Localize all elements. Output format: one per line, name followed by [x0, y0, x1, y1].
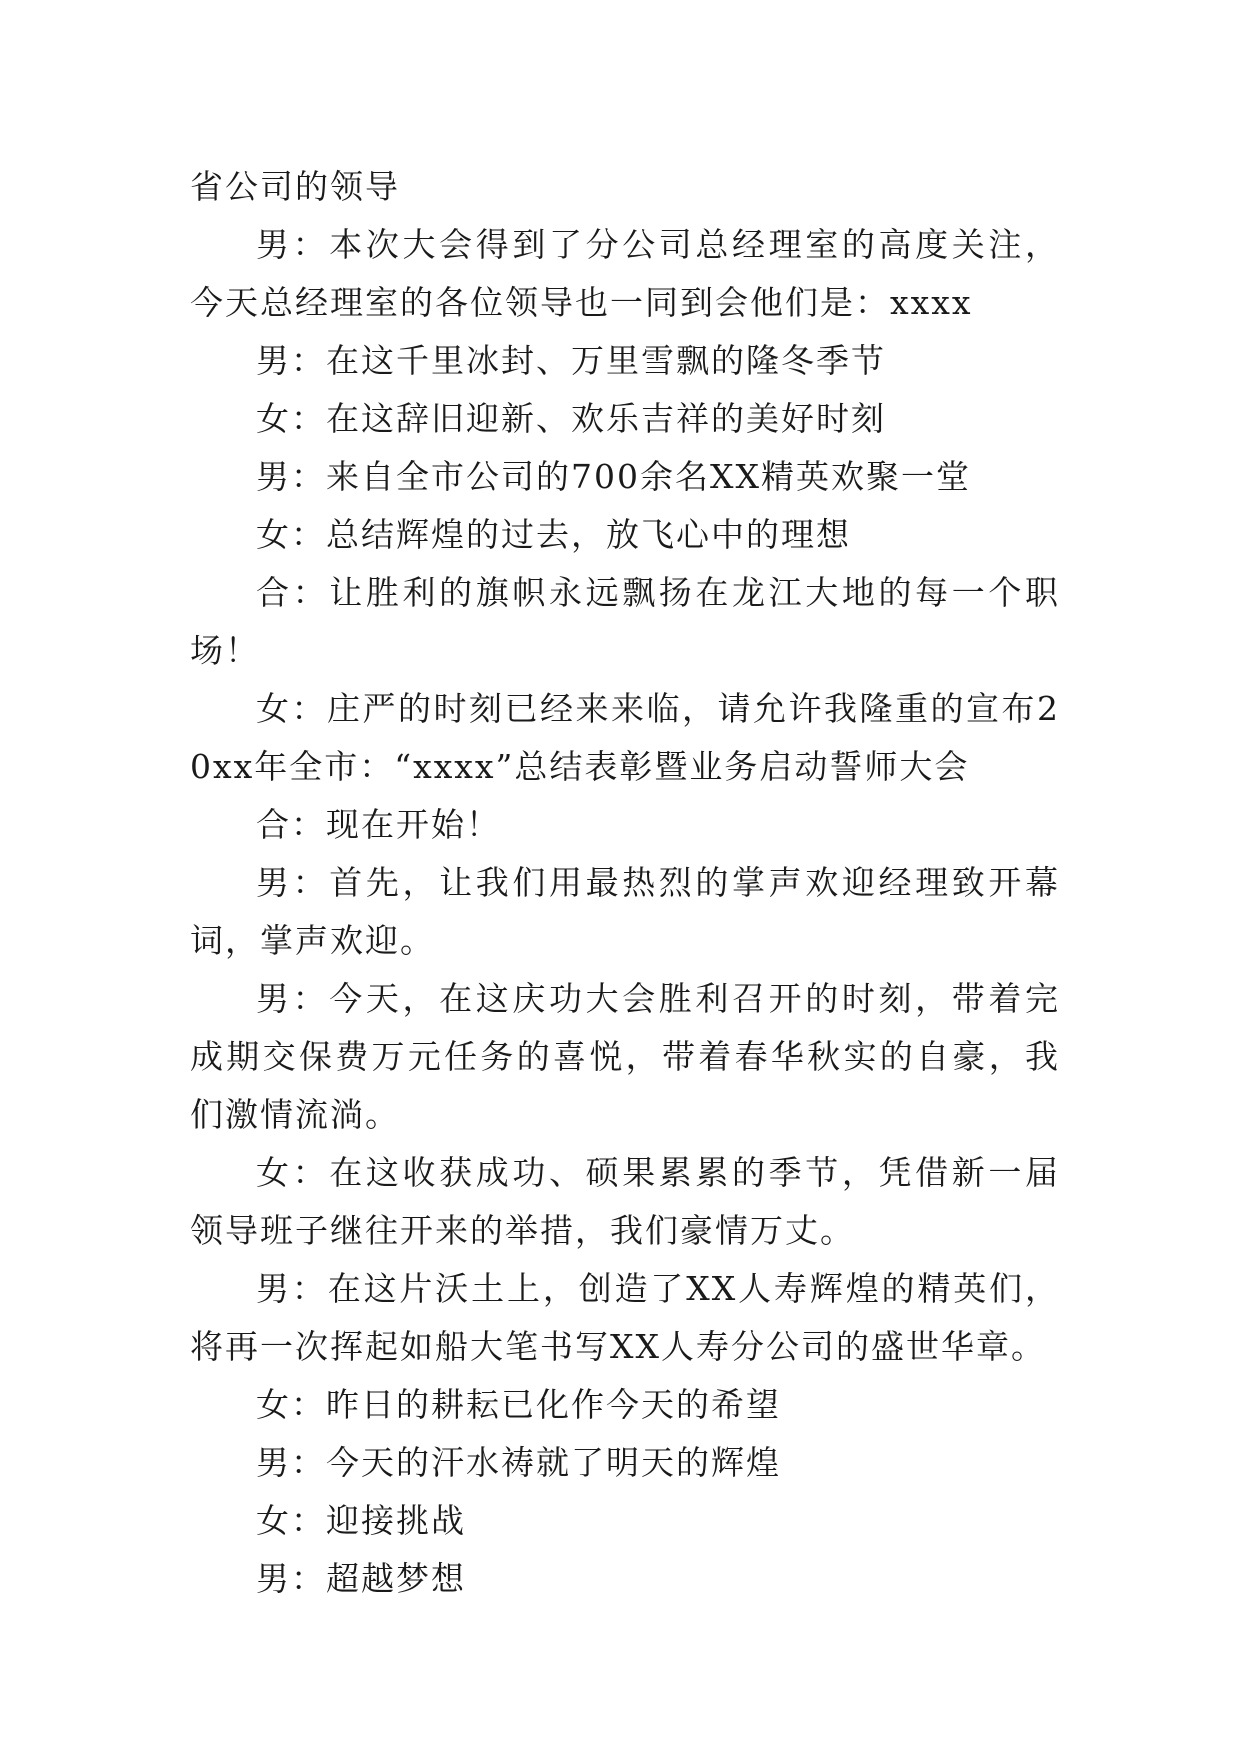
paragraph-13: 男：在这片沃土上，创造了XX人寿辉煌的精英们，将再一次挥起如船大笔书写XX人寿分公司的盛世华章。: [190, 1269, 1060, 1366]
document-body: [190, 158, 1060, 1608]
paragraph-12: 女：在这收获成功、硕果累累的季节，凭借新一届领导班子继往开来的举措，我们豪情万丈。: [190, 1153, 1060, 1250]
paragraph-11: 男：今天，在这庆功大会胜利召开的时刻，带着完成期交保费万元任务的喜悦，带着春华秋实的自豪，我们激情流淌。: [190, 979, 1060, 1134]
paragraph-16: 女：迎接挑战: [256, 1501, 466, 1540]
paragraph-9: 合：现在开始！: [256, 805, 501, 844]
paragraph-8: 女：庄严的时刻已经来来临，请允许我隆重的宣布20xx年全市：“xxxx”总结表彰暨业务启动誓师大会: [190, 689, 1060, 786]
paragraph-10: 男：首先，让我们用最热烈的掌声欢迎经理致开幕词，掌声欢迎。: [190, 863, 1060, 960]
paragraph-2: 男：本次大会得到了分公司总经理室的高度关注，今天总经理室的各位领导也一同到会他们是：xxxx: [190, 225, 1060, 322]
paragraph-4: 女：在这辞旧迎新、欢乐吉祥的美好时刻: [256, 399, 886, 438]
paragraph-14: 女：昨日的耕耘已化作今天的希望: [256, 1385, 781, 1424]
paragraph-5: 男：来自全市公司的700余名XX精英欢聚一堂: [256, 457, 971, 496]
paragraph-7: 合：让胜利的旗帜永远飘扬在龙江大地的每一个职场！: [190, 573, 1060, 670]
paragraph-17: 男：超越梦想: [256, 1559, 466, 1598]
paragraph-15: 男：今天的汗水祷就了明天的辉煌: [256, 1443, 781, 1482]
paragraph-3: 男：在这千里冰封、万里雪飘的隆冬季节: [256, 341, 886, 380]
paragraph-1: 省公司的领导: [190, 167, 400, 206]
paragraph-6: 女：总结辉煌的过去，放飞心中的理想: [256, 515, 851, 554]
